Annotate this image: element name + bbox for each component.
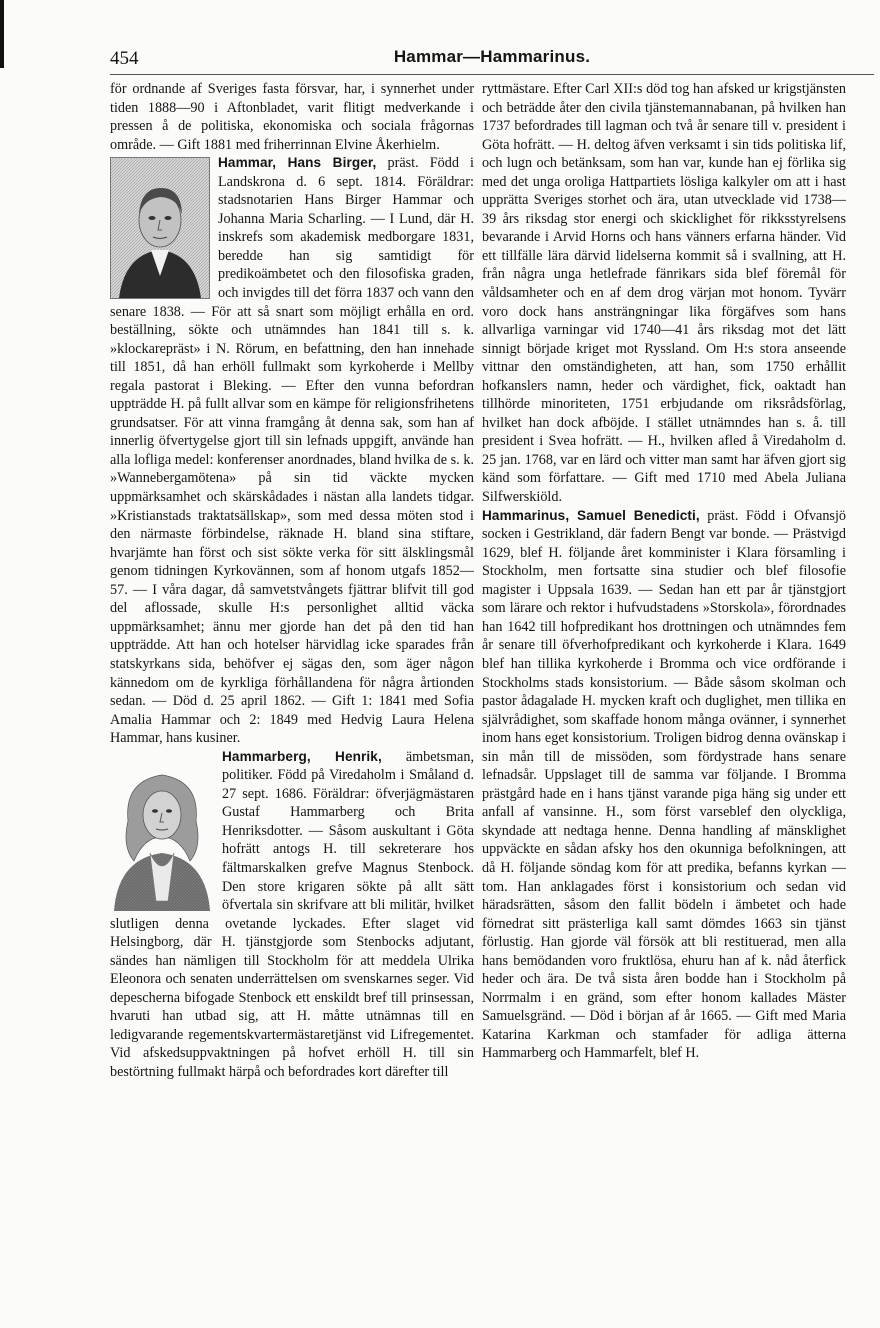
entry-body: Hammarberg, Henrik, ämbetsman, politiker. Född på Viredaholm i Småland d. 27 sept. 1686. Föräldrar: öfverjägmästaren Gustaf Hammarberg och Brita Henriksdotter. — Såsom auskultant i Göta hofrätt antogs H. till sekreterare hos fältmarskalken grefve Magnus Stenbock. Den store krigaren sökte på allt sätt öfvertala sin skrifvare att bli militär, hvilket slutligen denna ovetande lyckades. Efter slaget vid Helsingborg, där H. tjänstgjorde som Stenbocks adjutant, sändes han nämligen till Stockholm för att meddela Ulrika Eleonora och senaten underrättelsen om svenskarnes seger. Vid depescherna bifogade Stenbock ett enskildt bref till prinsessan, hvaruti han utbad sig, att H. måtte utnämnas till en ledigvarande regementskvartermästaretjänst vid Lifregementet. Vid afskedsuppvaktningen på hofvet erhöll H. till sin bestörtning fullmakt härpå och befordrades kort därefter till <box>110 748 474 1080</box>
right-column <box>482 80 846 1320</box>
entry-hammarinus-samuel-benedicti <box>482 507 846 1063</box>
running-head: Hammar—Hammarinus. <box>393 47 591 66</box>
left-column <box>110 80 474 1320</box>
entry-body: Hammar, Hans Birger, präst. Född i Landskrona d. 6 sept. 1814. Föräldrar: stadsnotarien Hans Birger Hammar och Johanna Maria Scharling. — I Lund, där H. inskrefs som akademisk medborgare 1831, beredde han sig samtidigt för predikoämbetet och den filosofiska graden, och invigdes till det förra 1837 och vann den senare 1838. — För att så snart som möjligt erhålla en ord. beställning, sökte och utnämndes han 1841 till s. k. »klockarepräst» i N. Rörum, en befattning, den han innehade till 1851, då han erhöll fullmakt som kyrkoherde i Mellby regala pastorat i Bleking. — Efter den vunna befordran uppträdde H. på fullt allvar som en kämpe för religionsfrihetens grundsatser. För att vinna framgång åt denna sak, som han af innerlig öfvertygelse gjort till sin lefnads uppgift, använde han alla lofliga medel: konferenser anordnades, bland hvilka de s. k. »Wannebergamötena» på sin tid väckte mycken uppmärksamhet och skärskådades i nästan alla landets tidgar. »Kristianstads traktatsällskap», som med dessa möten stod i den närmaste förbindelse, räknade H. bland sina stiftare, hvarjämte han först och sist sökte verka för sitt älsklingsmål genom tidningen Kyrkovännen, som af honom utgafs 1852—57. — I våra dagar, då samvetstvångets fjättrar blifvit till god del aflossade, skulle H:s personlighet alltid väcka uppmärksamhet; ännu mer gjorde han det på den tid han uppträdde. Att han och hotelser härvidlag icke sparades från statskyrkans sida, behöfver ej sägas den, som äger någon kännedom om de kyrkliga förhållandena för några årtionden sedan. — Död d. 25 april 1862. — Gift 1: 1841 med Sofia Amalia Hammar och 2: 1849 med Hedvig Laura Helena Hammar, hans kusiner. <box>110 155 474 747</box>
continuation-paragraph: ryttmästare. Efter Carl XII:s död tog han afsked ur krigstjänsten och beträdde åter den civila tjänstemannabanan, på hvilken han 1737 befordrades till lagman och två år senare till v. president i Göta hofrätt. — H. deltog äfven verksamt i sin tids politiska lif, och lugn och betänksam, som han var, kunde han ej förlika sig med det unga oroliga Hattpartiets lösliga kalkyler om att i hast upprätta Sveriges storhet och ära, utan utvecklade vid 1738—39 års riksdag stor energi och skicklighet för rikksstyrelsens bevarande i Arvid Horns och hans vänners erfarna händer. Vid ett tillfälle lära därvid lidelserna kommit så i svallning, att H. från några unga hetlefrade fänrikars sida blef föremål för våldsamheter och en af dem drog värjan mot honom. Tyvärr voro dock hans ansträngningar lika förgäfves som hans allvarliga varningar vid 1740—41 års riksdag mot det lätt sinnigt började kriget mot Ryssland. Om H:s stora anseende vittnar den omständigheten, att han, som 1750 erhållit hofkanslers namn, heder och värdighet, fick, oaktadt han tillhörde minoriteten, 1751 erbjudande om riksrådsförlag, hvilket han dock afböjde. I stället utnämndes han s. å. till president i Svea hofrätt. — H., hvilken afled å Viredaholm d. 25 jan. 1768, var en lärd och vitter man samt har äfven gjort sig känd som författare. — Gift med 1710 med Abela Juliana Silfwerskiöld. <box>482 81 846 506</box>
entry-body: präst. Född i Ofvansjö socken i Gestrikland, där fadern Bengt var bonde. — Prästvigd 1629, blef H. följande året komminister i Klara församling i Stockholm, men fortsatte sina studier och blef filosofie magister i Uppsala 1639. — Sedan han ett par år tjänstgjort som lärare och rektor i hufvudstadens »Storskola», förordnades han 1642 till hofpredikant hos drottningen och utnämndes fem år senare till öfverhofpredikant och kyrkoherde i Klara. 1649 blef han tillika kyrkoherde i Bromma och vice ordförande i Stockholms stads konsistorium. — Både såsom skolman och pastor ådagalade H. mycken kraft och duglighet, men tillika en självrådighet, som skaffade honom många ovänner, i synnerhet inom hans eget konsistorium. Troligen bidrog denna ovänskap i sin mån till de missöden, som fördystrade hans senare lefnadsår. Uppslaget till de samma var följande. I Bromma prästgård hade en i hans tjänst varande piga häng sig under ett anfall af vansinne. H., som först varseblef den olyckliga, skyndade att nedtaga henne. Denna handling af mänsklighet uppväckte en sådan afsky hos den okunniga befolkningen, att då H. följande söndag kom för att predika, befanns kyrkan — tom. Han anklagades först i konsistorium och sedan vid häradsrätten, såsom den fallit bödeln i ämbetet och hade förnedrat sitt prästerliga kall samt dömdes 1663 sin tjänst förlustig. Han gjorde väl försök att bli restituerad, men alla hans bemödanden voro fruktlösa, ehuru han af k. nåd återfick heder och ära. De två sista åren bodde han i Stockholm på Norrmalm i en gränd, som efter honom kallades Mäster Samuelsgränd. — Död i början af år 1665. — Gift med Maria Katarina Karkman och stamfader för adliga ätterna Hammarberg och Hammarfelt, blef H. <box>482 507 846 1062</box>
header-rule <box>110 74 874 75</box>
entry-headword: Hammarberg, Henrik, <box>222 748 382 764</box>
portrait-hans-birger-hammar <box>110 157 210 299</box>
intro-paragraph: för ordnande af Sveriges fasta försvar, har, i synnerhet under tiden 1888—90 i Aftonbladet, varit flitigt medverkande i pressen å de politiska, ekonomiska och sociala frågornas område. — Gift 1881 med friherrinnan Elvine Åkerhielm. <box>110 81 474 153</box>
portrait-henrik-hammarberg <box>110 751 214 911</box>
entry-headword: Hammar, Hans Birger, <box>218 155 377 171</box>
page-number: 454 <box>110 48 139 69</box>
entry-headword: Hammarinus, Samuel Benedicti, <box>482 507 700 523</box>
page-header <box>110 46 874 72</box>
scan-margin-bar <box>0 0 4 68</box>
